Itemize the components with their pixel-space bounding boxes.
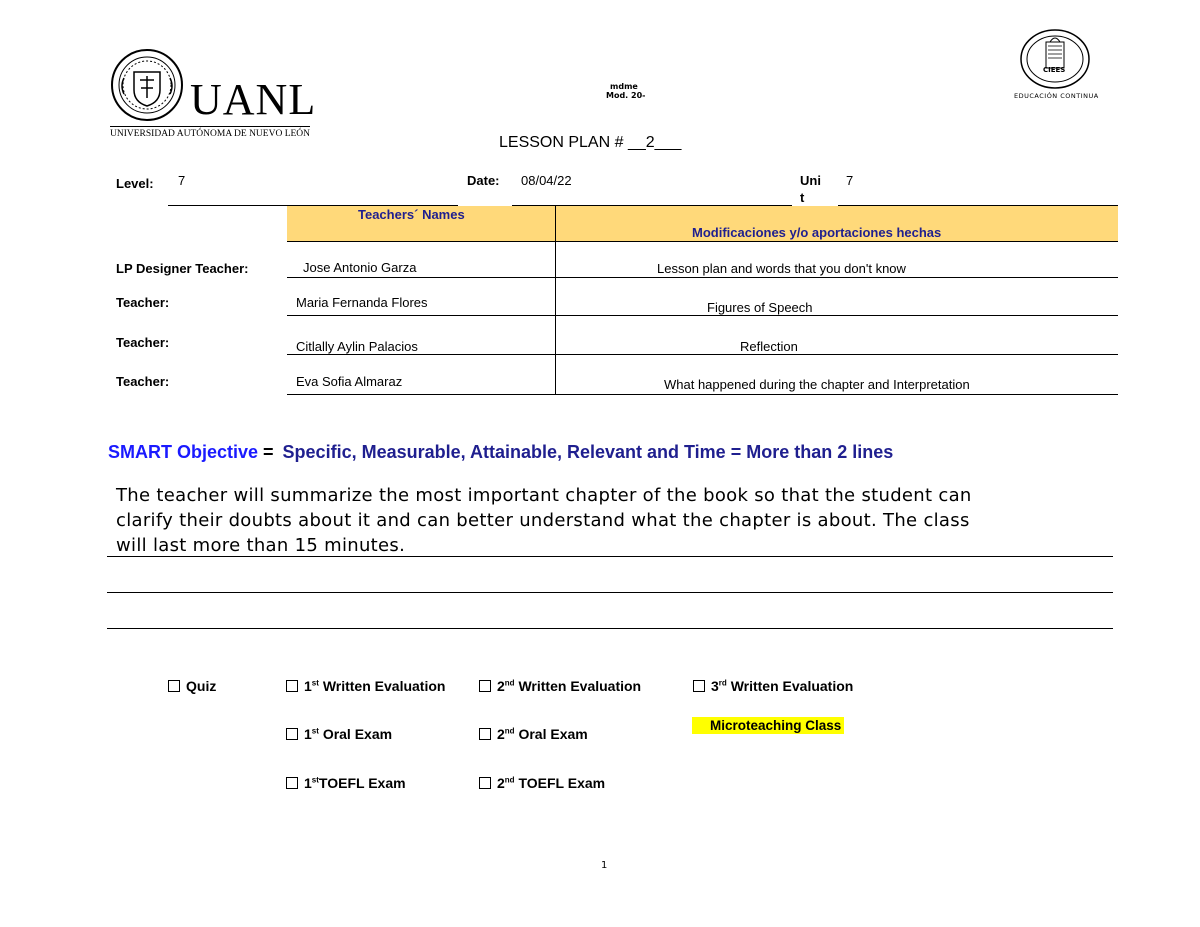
option-label: Written Evaluation (730, 678, 854, 694)
option-label: TOEFL Exam (518, 775, 606, 791)
page-number: 1 (601, 860, 608, 871)
checkbox-icon[interactable] (693, 680, 705, 692)
written-eval-3-option[interactable] (693, 678, 853, 694)
level-value: 7 (178, 173, 186, 188)
checkbox-icon[interactable] (286, 680, 298, 692)
option-label: Written Evaluation (518, 678, 642, 694)
option-label: TOEFL Exam (318, 775, 406, 791)
microteaching-label: Microteaching Class (710, 718, 842, 733)
row-label: LP Designer Teacher: (116, 261, 249, 276)
ordinal-suffix: nd (504, 678, 515, 688)
option-label: Written Evaluation (322, 678, 446, 694)
ciees-logo (1010, 28, 1100, 103)
ciees-text: CIEES (1043, 66, 1066, 74)
ordinal-suffix: st (311, 678, 319, 688)
ordinal-suffix: st (311, 726, 319, 736)
checkbox-icon[interactable] (479, 680, 491, 692)
doc-code (600, 82, 645, 100)
ordinal-num: 1 (304, 678, 312, 694)
microteaching-option[interactable] (692, 717, 844, 734)
unit-label-1: Uni (800, 173, 821, 188)
university-full-name: UNIVERSIDAD AUTÓNOMA DE NUEVO LEÓN (110, 129, 311, 139)
row-label: Teacher: (116, 374, 170, 389)
oral-exam-1-option[interactable] (286, 726, 392, 742)
oral-exam-2-option[interactable] (479, 726, 588, 742)
teacher-mods: Reflection (740, 339, 798, 354)
names-column-header: Teachers´ Names (358, 207, 465, 222)
smart-line-1: The teacher will summarize the most important chapter of the book so that the student can (116, 485, 972, 506)
written-eval-1-option[interactable] (286, 678, 445, 694)
ordinal-num: 1 (304, 726, 312, 742)
ordinal-num: 1 (304, 775, 312, 791)
ordinal-num: 2 (497, 678, 505, 694)
ordinal-suffix: nd (504, 775, 515, 785)
toefl-1-option[interactable] (286, 775, 406, 791)
teacher-name: Jose Antonio Garza (303, 260, 417, 275)
ordinal-suffix: st (311, 775, 319, 785)
smart-heading (108, 442, 893, 463)
ordinal-num: 2 (497, 726, 505, 742)
ordinal-num: 3 (711, 678, 719, 694)
teacher-mods: Lesson plan and words that you don't know (657, 261, 906, 276)
toefl-2-option[interactable] (479, 775, 605, 791)
unit-label-2: t (800, 190, 805, 205)
mods-column-header: Modificaciones y/o aportaciones hechas (692, 225, 942, 240)
smart-objective-text (116, 483, 972, 558)
smart-criteria: Specific, Measurable, Attainable, Relevant and Time = More than 2 lines (282, 442, 894, 462)
quiz-option[interactable] (168, 678, 216, 694)
teacher-name: Citlally Aylin Palacios (296, 339, 418, 354)
doc-code-line-2: Mod. 20- (606, 91, 646, 100)
checkbox-icon[interactable] (168, 680, 180, 692)
teacher-name: Eva Sofia Almaraz (296, 374, 403, 389)
date-value: 08/04/22 (521, 173, 572, 188)
checkbox-icon[interactable] (286, 728, 298, 740)
smart-equals: = (258, 442, 279, 462)
row-label: Teacher: (116, 295, 170, 310)
smart-label: SMART Objective (108, 442, 259, 462)
checkbox-icon[interactable] (479, 728, 491, 740)
unit-value: 7 (846, 173, 854, 188)
teacher-mods: Figures of Speech (707, 300, 813, 315)
level-label: Level: (116, 176, 154, 191)
teacher-mods: What happened during the chapter and Interpretation (664, 377, 970, 392)
smart-line-3: will last more than 15 minutes. (116, 535, 406, 556)
uanl-logo (110, 48, 320, 143)
ordinal-suffix: nd (504, 726, 515, 736)
ciees-seal-icon (1010, 28, 1100, 90)
teacher-name: Maria Fernanda Flores (296, 295, 428, 310)
page-title: LESSON PLAN # __2___ (499, 134, 682, 151)
ordinal-num: 2 (497, 775, 505, 791)
written-eval-2-option[interactable] (479, 678, 641, 694)
option-label: Oral Exam (322, 726, 393, 742)
checkbox-icon[interactable] (479, 777, 491, 789)
doc-code-line-1: mdme (610, 82, 638, 91)
checkbox-icon[interactable] (286, 777, 298, 789)
ordinal-suffix: rd (718, 678, 727, 688)
date-label: Date: (467, 173, 500, 188)
row-label: Teacher: (116, 335, 170, 350)
ciees-caption: EDUCACIÓN CONTINUA (1014, 92, 1099, 100)
smart-line-2: clarify their doubts about it and can better understand what the chapter is about. The class (116, 510, 970, 531)
university-name: UANL (190, 75, 317, 124)
quiz-label: Quiz (186, 678, 217, 694)
uanl-seal-icon (110, 48, 185, 123)
option-label: Oral Exam (518, 726, 588, 742)
